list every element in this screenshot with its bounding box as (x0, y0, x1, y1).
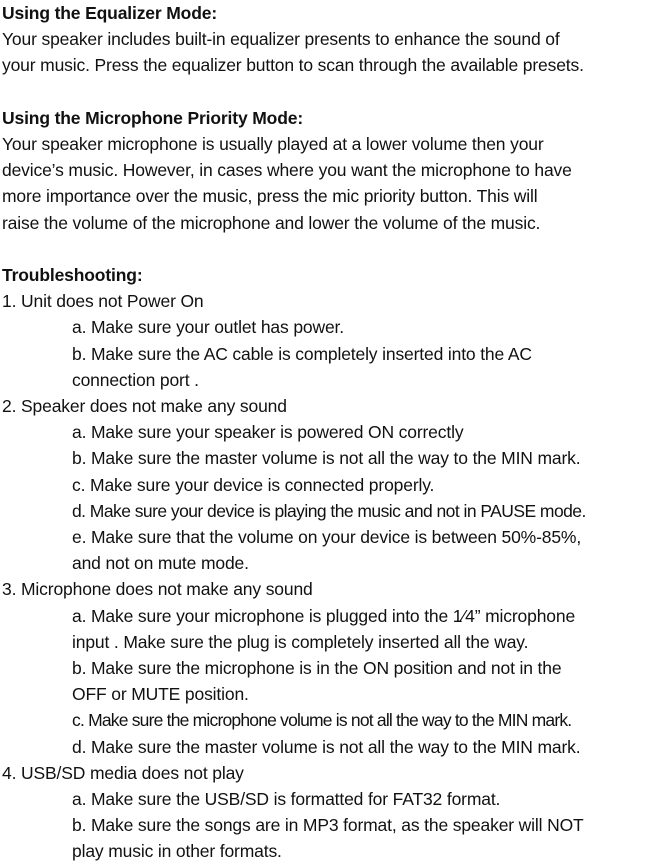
issue-step: b. Make sure the AC cable is completely inserted into the AC (72, 343, 532, 364)
issue-step: d. Make sure the master volume is not all the way to the MIN mark. (72, 736, 581, 757)
issue-step: c. Make sure your device is connected properly. (72, 474, 435, 495)
mic-priority-text-line: Your speaker microphone is usually played at a lower volume then your (2, 134, 544, 154)
troubleshooting-heading: Troubleshooting: (2, 265, 143, 285)
mic-priority-text-line: device’s music. However, in cases where you want the microphone to have (2, 160, 572, 181)
mic-priority-heading: Using the Microphone Priority Mode: (2, 107, 304, 128)
issue-step: connection port . (72, 369, 199, 390)
issue-title: 2. Speaker does not make any sound (2, 396, 287, 417)
issue-step: b. Make sure the songs are in MP3 format, as the speaker will NOT (72, 815, 584, 836)
mic-priority-text-line: more importance over the music, press the mic priority button. This will (2, 186, 538, 207)
section-spacer (2, 236, 648, 262)
issue-step: d. Make sure your device is playing the music and not in PAUSE mode. (72, 500, 586, 521)
issue-title: 1. Unit does not Power On (2, 291, 204, 312)
equalizer-text-line: your music. Press the equalizer button to scan through the available presets. (2, 55, 584, 76)
issue-step: e. Make sure that the volume on your device is between 50%-85%, (72, 527, 582, 548)
issue-step: a. Make sure your microphone is plugged into the 1⁄4” microphone (72, 605, 576, 626)
issue-title: 4. USB/SD media does not play (2, 762, 244, 783)
equalizer-text-line: Your speaker includes built-in equalizer presents to enhance the sound of (2, 29, 560, 50)
issue-step: b. Make sure the master volume is not all the way to the MIN mark. (72, 448, 581, 469)
issue-step: a. Make sure your speaker is powered ON correctly (72, 422, 464, 443)
issue-step: and not on mute mode. (72, 553, 249, 574)
issue-step: input . Make sure the plug is completely inserted all the way. (72, 631, 529, 652)
equalizer-heading: Using the Equalizer Mode: (2, 3, 218, 23)
issue-step: b. Make sure the microphone is in the ON position and not in the (72, 658, 562, 679)
mic-priority-text-line: raise the volume of the microphone and lower the volume of the music. (2, 212, 541, 233)
issue-title: 3. Microphone does not make any sound (2, 579, 313, 600)
issue-step: play music in other formats. (72, 841, 282, 862)
issue-step: a. Make sure your outlet has power. (72, 317, 344, 338)
issue-step: c. Make sure the microphone volume is not all the way to the MIN mark. (72, 710, 572, 731)
issue-step: a. Make sure the USB/SD is formatted for FAT32 format. (72, 789, 501, 810)
section-spacer (2, 79, 648, 105)
issue-step: OFF or MUTE position. (72, 684, 249, 705)
